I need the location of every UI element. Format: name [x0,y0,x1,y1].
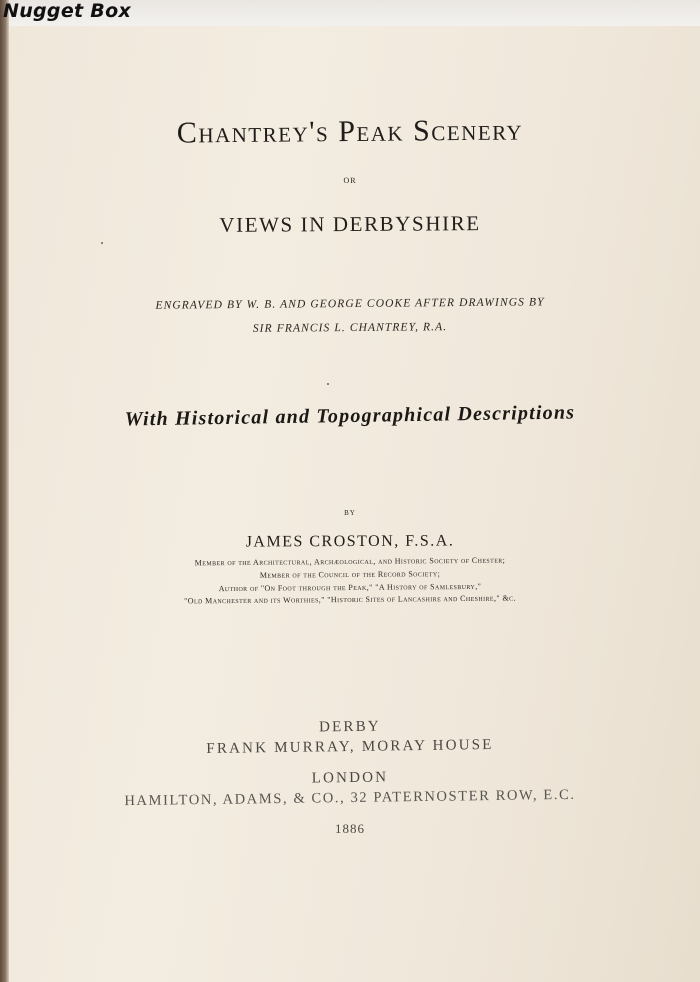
book-title: Chantrey's Peak Scenery [176,113,524,150]
imprint-city-london: LONDON [311,769,389,787]
imprint-publisher-london: HAMILTON, ADAMS, & CO., 32 PATERNOSTER ROW, E.C. [124,786,576,810]
book-subtitle: VIEWS IN DERBYSHIRE [219,211,481,237]
author-credential-2: Member of the Council of the Record Society; [259,569,441,580]
paper-fleck [327,383,329,385]
engraver-credit-line-2: SIR FRANCIS L. CHANTREY, R.A. [252,321,448,335]
imprint-publisher-derby: FRANK MURRAY, MORAY HOUSE [206,736,494,758]
author-credential-1: Member of the Architectural, Archæological, and Historic Society of Chester; [194,555,506,568]
author-name: JAMES CROSTON, F.S.A. [245,532,455,551]
or-connector: OR [343,175,357,186]
imprint-city-derby: DERBY [318,718,382,736]
author-credential-3: Author of "On Foot through the Peak," "A History of Samlesbury," [218,581,482,594]
author-credential-4: "Old Manchester and its Worthies," "Historic Sites of Lancashire and Cheshire," &c. [184,593,516,606]
watermark: Nugget Box [3,0,132,22]
paper-fleck [101,242,103,244]
engraver-credit-line-1: ENGRAVED BY W. B. AND GEORGE COOKE AFTER DRAWINGS BY [155,296,545,312]
publication-year: 1886 [335,821,365,836]
descriptions-heading: With Historical and Topographical Descriptions [124,401,576,431]
by-label: BY [344,509,356,517]
